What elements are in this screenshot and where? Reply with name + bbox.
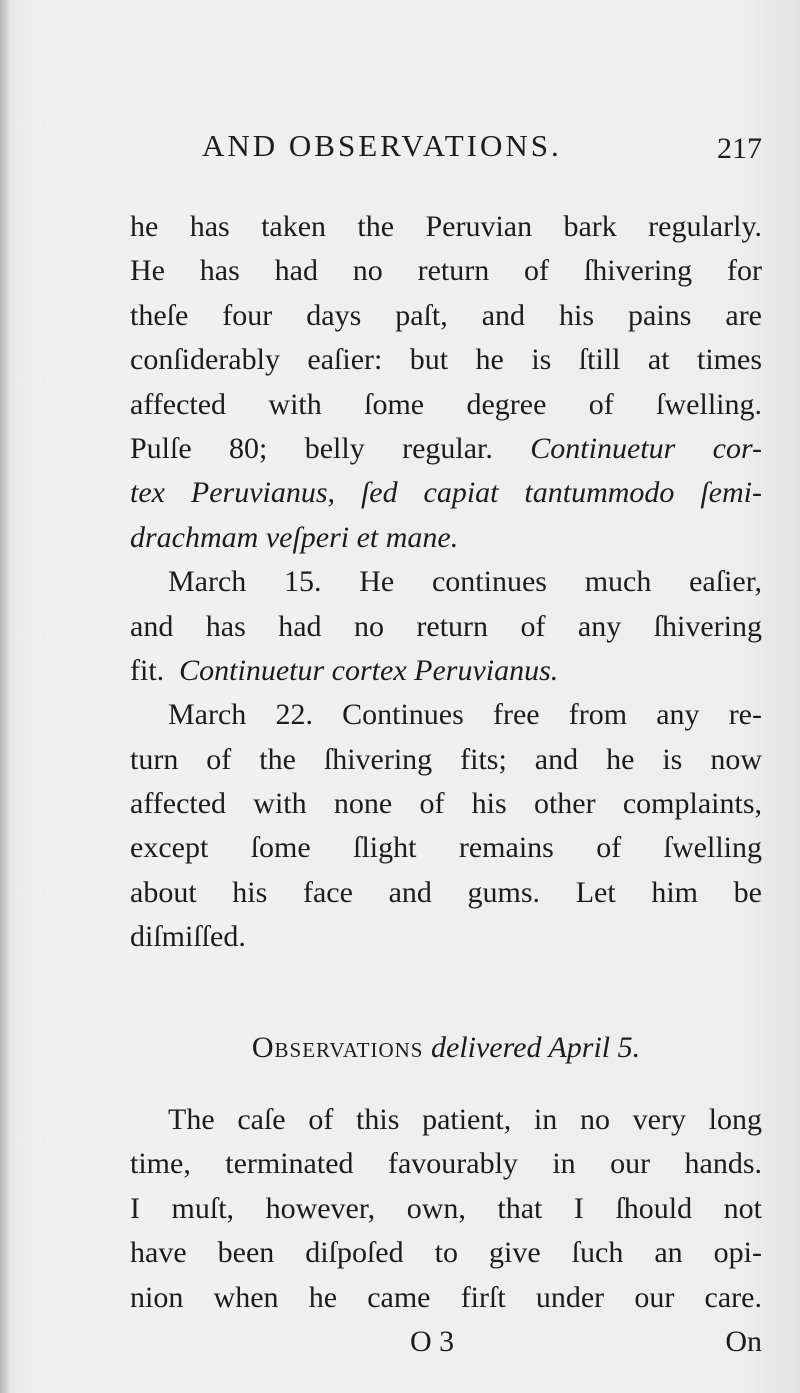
line-text: about his face and gums. Let him be [130, 875, 762, 909]
line-text: affected with none of his other complaints, [130, 787, 762, 821]
text-line [130, 249, 762, 293]
text-line [130, 205, 762, 249]
text-line [130, 871, 762, 915]
text-line: time, terminated favourably in our hands. [130, 1147, 762, 1181]
line-text: theſe four days paſt, and his pains are [130, 298, 762, 332]
page-number: 217 [717, 132, 762, 165]
line-text: he has taken the Peruvian bark regularly. [130, 210, 762, 243]
text-line: I muſt, however, own, that I ſhould not [130, 1191, 762, 1225]
line-text: turn of the ſhivering fits; and he is now [130, 742, 762, 776]
text-line [130, 560, 762, 604]
heading-italic: delivered April 5. [431, 1031, 641, 1064]
catchword: On [725, 1325, 762, 1358]
text-line [130, 826, 762, 870]
latin-prescription: drachmam veſperi et mane. [130, 520, 459, 554]
latin-prescription: Continuetur cortex Peruvianus. [179, 653, 559, 687]
line-text: except ſome ſlight remains of ſwelling [130, 831, 762, 865]
text-line [130, 338, 762, 382]
section-heading [130, 1023, 762, 1073]
text-line [130, 693, 762, 737]
text-line [130, 605, 762, 649]
latin-prescription: tex Peruvianus, ſed capiat tantummodo ſemi- [130, 476, 762, 510]
line-text: March 22. Continues free from any re- [168, 698, 762, 732]
text-line: nion when he came firſt under our care. [130, 1280, 762, 1314]
line-text: fit. [130, 653, 165, 687]
text-line [130, 471, 762, 515]
line-text: Pulſe 80; belly regular. [130, 431, 493, 465]
text-line [130, 516, 762, 560]
running-head [202, 128, 762, 178]
line-text: diſmiſſed. [130, 920, 246, 954]
text-line [130, 782, 762, 826]
line-text: He has had no return of ſhivering for [130, 254, 762, 288]
text-line: The caſe of this patient, in no very long [168, 1103, 762, 1136]
body-text [130, 205, 762, 960]
signature-mark: O 3 [410, 1325, 455, 1358]
text-line [130, 427, 762, 471]
text-line: have been diſpoſed to give ſuch an opi- [130, 1236, 762, 1270]
latin-prescription: Continuetur cor- [530, 431, 763, 465]
observations-text [130, 1098, 762, 1320]
text-line [130, 649, 762, 693]
text-line [130, 294, 762, 338]
heading-smallcaps: Observations [251, 1031, 424, 1064]
line-text: March 15. He continues much eaſier, [168, 565, 762, 599]
text-line [130, 383, 762, 427]
text-line [130, 738, 762, 782]
line-text: affected with ſome degree of ſwelling. [130, 387, 762, 421]
line-text: conſiderably eaſier: but he is ſtill at times [130, 343, 762, 377]
page-footer [130, 1325, 762, 1369]
text-line [130, 915, 762, 959]
running-title: AND OBSERVATIONS. [202, 128, 562, 163]
line-text: and has had no return of any ſhivering [130, 609, 762, 643]
page-edge-shadow [0, 0, 10, 1393]
